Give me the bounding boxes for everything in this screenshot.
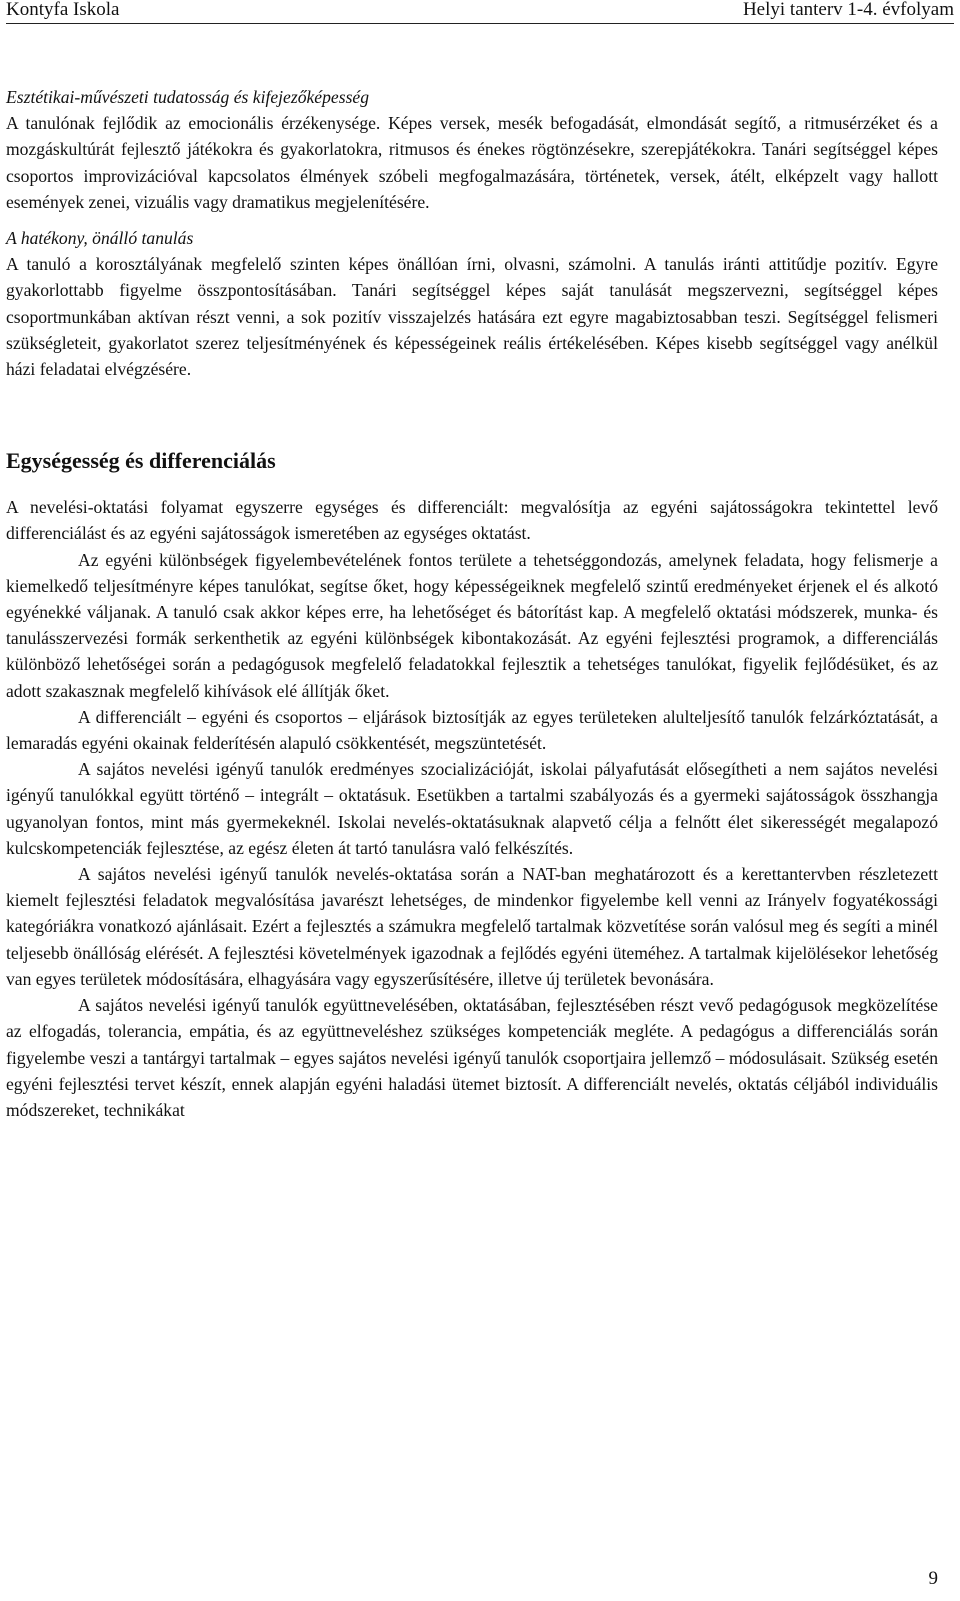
page-number: 9 — [928, 1568, 938, 1589]
header-curriculum-title: Helyi tanterv 1-4. évfolyam — [742, 0, 954, 20]
section-heading: Egységesség és differenciálás — [6, 448, 276, 474]
paragraph-intro: A nevelési-oktatási folyamat egyszerre egységes és differenciált: megvalósítja az egyéni sajátosságokra tekintettel levő differenciálást és az egyéni sajátosságok ismeretében az egységes oktatást. — [6, 497, 938, 544]
paragraph-talent: Az egyéni különbségek figyelembevételének fontos területe a tehetséggondozás, amelynek feladata, hogy felismerje a kiemelkedő teljesítményre képes tanulókat, segítse őket, hogy képességeiknek megfelelő szintű eredményeket érjenek el és alkotó egyénekké váljanak. A tanuló csak akkor képes erre, ha lehetőséget és bátorítást kap. A megfelelő oktatási módszerek, munka- és tanulásszervezési formák serkenthetik az egyéni különbségek kibontakozását. Az egyéni fejlesztési programok, a differenciálás különböző lehetőségei során a pedagógusok megfelelő feladatokkal fejlesztik a tehetséges tanulókat, figyelik fejlődésüket, és az adott szakasznak megfelelő kihívások elé állítják őket. — [6, 549, 938, 701]
page-body — [6, 84, 938, 1123]
subhead-aesthetic: Esztétikai-művészeti tudatosság és kifejezőképesség — [6, 87, 370, 107]
running-header — [6, 0, 954, 24]
subhead-learning: A hatékony, önálló tanulás — [6, 228, 194, 249]
paragraph-sen-coeducation: A sajátos nevelési igényű tanulók együttnevelésében, oktatásában, fejlesztésében részt vevő pedagógusok megközelítése az elfogadás, tolerancia, empátia, és az együttneveléshez szükséges kompetenciák megléte. A pedagógus a differenciálás során figyelembe veszi a tantárgyi tartalmak – egyes sajátos nevelési igényű tanulók csoportjaira jellemző – módosulásait. Szükség esetén egyéni fejlesztési tervet készít, ennek alapján egyéni haladási ütemet biztosít. A differenciált nevelés, oktatás céljából individuális módszereket, technikákat — [6, 995, 938, 1120]
paragraph-sen-education: A sajátos nevelési igényű tanulók nevelés-oktatása során a NAT-ban meghatározott és a kerettantervben részletezett kiemelt fejlesztési feladatok megvalósítása javarészt lehetséges, de mindenkor figyelembe kell venni az Irányelv fogyatékossági kategóriákra vonatkozó ajánlásait. Ezért a fejlesztés a számukra megfelelő tartalmak közvetítése során valósul meg és segíti a minél teljesebb önállóság elérését. A fejlesztési követelmények igazodnak a fejlődés egyéni üteméhez. A tartalmak kijelölésekor lehetőség van egyes területek módosítására, elhagyására vagy egyszerűsítésére, illetve új területek bevonására. — [6, 864, 938, 989]
paragraph-learning: A tanuló a korosztályának megfelelő szinten képes önállóan írni, olvasni, számolni. A tanulás iránti attitűdje pozitív. Egyre gyakorlottabb figyelme összpontosításában. Tanári segítséggel képes saját tanulását megszervezni, segítséggel képes csoportmunkában aktívan részt venni, a sok pozitív visszajelzés hatására ezt egyre magabiztosabban teszi. Segítséggel felismeri szükségleteit, gyakorlatot szerez teljesítményének és képességeinek reális értékelésében. Képes kisebb segítséggel vagy anélkül házi feladatai elvégzésére. — [6, 254, 938, 380]
paragraph-catch-up: A differenciált – egyéni és csoportos – eljárások biztosítják az egyes területeken alulteljesítő tanulók felzárkóztatását, a lemaradás egyéni okainak felderítésén alapuló csökkentését, megszüntetését. — [6, 706, 938, 754]
paragraph-aesthetic: A tanulónak fejlődik az emocionális érzékenysége. Képes versek, mesék befogadását, elmondását segítő, a ritmusérzéket és a mozgáskultúrát fejlesztő játékokra és gyakorlatokra, ritmusos és énekes rögtönzésekre, szerepjátékokra. Tanári segítséggel képes csoportos improvizációval kapcsolatos élmények szóbeli megfogalmazására, történetek, versek, átélt, elképzelt vagy hallott események zenei, vizuális vagy dramatikus megjelenítésére. — [6, 113, 938, 212]
paragraph-sen-integration: A sajátos nevelési igényű tanulók eredményes szocializációját, iskolai pályafutását elősegítheti a nem sajátos nevelési igényű tanulókkal együtt történő – integrált – oktatásuk. Esetükben a tartalmi szabályozás és a gyermeki sajátosságok összhangja ugyanolyan fontos, mint más gyermekeknél. Iskolai nevelés-oktatásuknak alapvető célja a felnőtt élet sikerességét megalapozó kulcskompetenciák fejlesztése, az egész életen át tartó tanulásra való felkészítés. — [6, 759, 938, 858]
header-school-name: Kontyfa Iskola — [6, 0, 120, 20]
